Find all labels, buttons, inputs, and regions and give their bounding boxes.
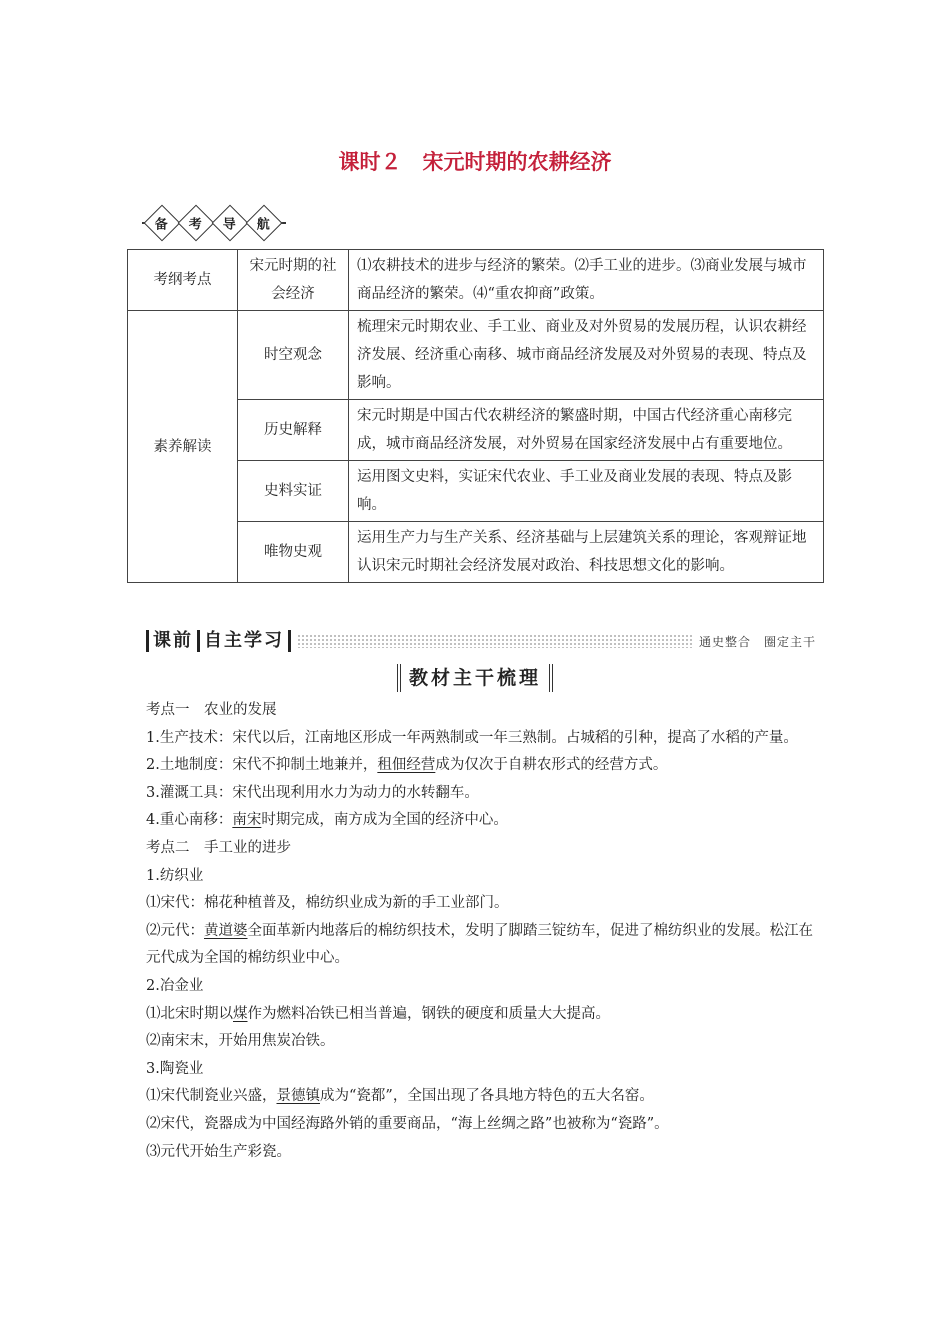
paragraph: ⑵宋代，瓷器成为中国经海路外销的重要商品，“海上丝绸之路”也被称为“瓷路”。 [146,1115,669,1132]
subsection-heading: 3.陶瓷业 [146,1060,204,1077]
paragraph: 1.生产技术：宋代以后，江南地区形成一年两熟制或一年三熟制。占城稻的引种，提高了水稻的产量。 [146,729,798,746]
table-cell-name: 唯物史观 [238,522,349,583]
paragraph: ⑶元代开始生产彩瓷。 [146,1143,291,1160]
overview-table [127,249,824,583]
badge-diamond [178,205,215,242]
table-cell-kaogang: 考纲考点 [128,250,238,311]
paragraph: ⑵元代：黄道婆全面革新内地落后的棉纺织技术，发明了脚踏三锭纺车，促进了棉纺织业的发展。松江在元代成为全国的棉纺织业中心。 [146,922,813,967]
paragraph: 4.重心南移：南宋时期完成，南方成为全国的经济中心。 [146,812,508,829]
section-label-2: 自主学习 [200,630,291,652]
table-cell-group: 素养解读 [128,311,238,583]
badge-char: 考 [189,217,203,233]
table-cell-name: 史料实证 [238,461,349,522]
badge-diamond [212,205,249,242]
table-cell-name: 时空观念 [238,311,349,400]
badge-diamond [144,205,181,242]
badge-char: 备 [155,217,169,233]
subhead-title: 教材主干梳理 [397,664,553,692]
subhead [0,664,950,692]
content-body [146,697,816,1166]
table-row [128,311,824,400]
kaodian-heading: 考点二 手工业的进步 [146,839,291,856]
badge-char: 导 [223,217,237,233]
underlined-term: 南宋 [232,812,262,829]
table-cell-text: 梳理宋元时期农业、手工业、商业及对外贸易的发展历程，认识农耕经济发展、经济重心南移、城市商品经济发展及对外贸易的表现、特点及影响。 [349,311,824,400]
table-row [128,250,824,311]
paragraph: ⑵南宋末，开始用焦炭冶铁。 [146,1033,335,1050]
table-cell-text: 运用图文史料，实证宋代农业、手工业及商业发展的表现、特点及影响。 [349,461,824,522]
nav-badge [146,210,280,236]
section-right-label: 通史整合 圈定主干 [698,634,816,649]
section-bar [146,630,816,652]
section-divider [297,634,693,648]
underlined-term: 景德镇 [276,1088,320,1105]
badge-char: 航 [257,217,271,233]
page-title: 课时２ 宋元时期的农耕经济 [338,150,612,174]
table-cell-name: 历史解释 [238,400,349,461]
subsection-heading: 2.冶金业 [146,977,204,994]
underlined-term: 煤 [233,1005,248,1022]
section-label-1: 课前 [146,630,200,652]
table-cell-text: 宋元时期是中国古代农耕经济的繁盛时期，中国古代经济重心南移完成，城市商品经济发展，对外贸易在国家经济发展中占有重要地位。 [349,400,824,461]
table-cell-text: 运用生产力与生产关系、经济基础与上层建筑关系的理论，客观辩证地认识宋元时期社会经济发展对政治、科技思想文化的影响。 [349,522,824,583]
paragraph: ⑴北宋时期以煤作为燃料冶铁已相当普遍，钢铁的硬度和质量大大提高。 [146,1005,610,1022]
subsection-heading: 1.纺织业 [146,867,204,884]
badge-diamond [246,205,283,242]
paragraph: ⑴宋代：棉花种植普及，棉纺织业成为新的手工业部门。 [146,895,509,912]
underlined-term: 黄道婆 [204,922,248,939]
paragraph: 3.灌溉工具：宋代出现利用水力为动力的水转翻车。 [146,784,479,801]
paragraph: ⑴宋代制瓷业兴盛，景德镇成为“瓷都”，全国出现了各具地方特色的五大名窑。 [146,1088,654,1105]
paragraph: 2.土地制度：宋代不抑制土地兼并，租佃经营成为仅次于自耕农形式的经营方式。 [146,757,668,774]
underlined-term: 租佃经营 [377,757,436,774]
table-cell-points: ⑴农耕技术的进步与经济的繁荣。⑵手工业的进步。⑶商业发展与城市商品经济的繁荣。⑷“重农抑商”政策。 [349,250,824,311]
table-cell-topic: 宋元时期的社会经济 [238,250,349,311]
kaodian-heading: 考点一 农业的发展 [146,702,277,718]
